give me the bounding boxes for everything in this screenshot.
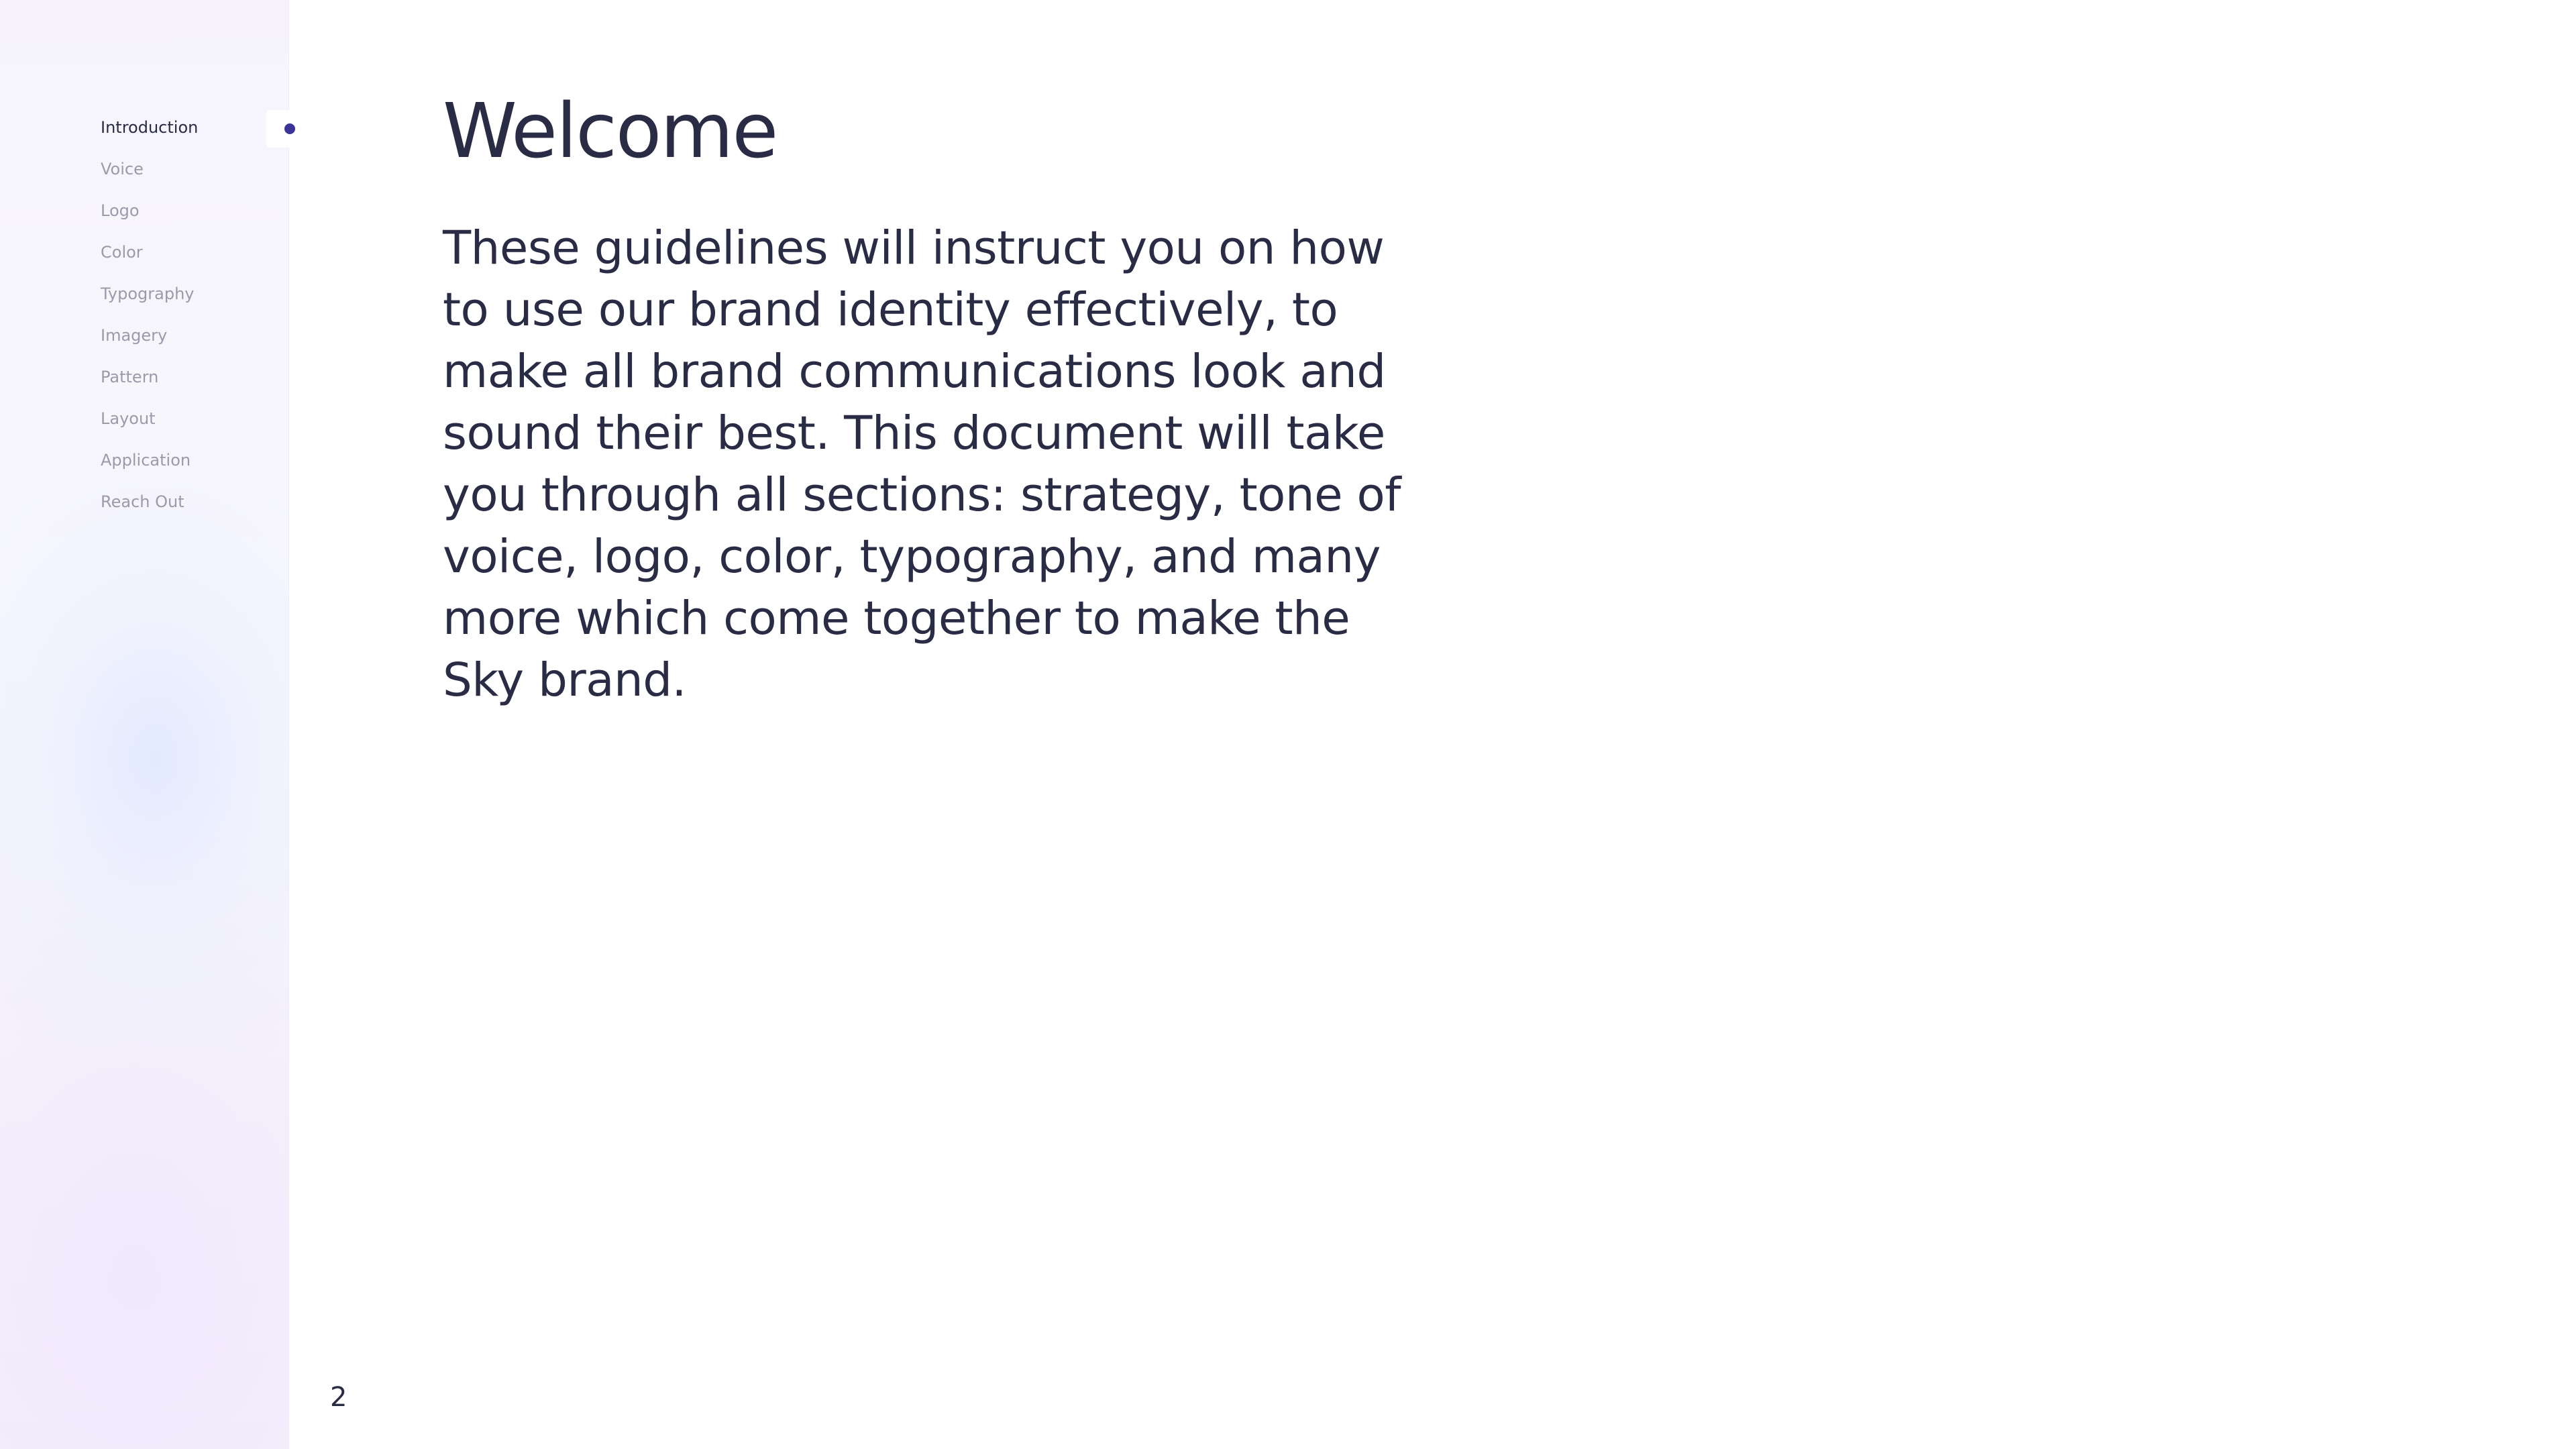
sidebar — [0, 0, 289, 1449]
nav-item-imagery[interactable]: Imagery — [101, 326, 168, 345]
section-nav — [101, 114, 198, 530]
page-title: Welcome — [443, 88, 777, 175]
nav-item-reach-out[interactable]: Reach Out — [101, 492, 184, 511]
active-dot-icon — [284, 123, 295, 134]
nav-item-voice[interactable]: Voice — [101, 160, 144, 178]
nav-item-pattern[interactable]: Pattern — [101, 368, 159, 386]
intro-paragraph: These guidelines will instruct you on how to use our brand identity effectively, to make all brand communications look and sound their best. This document will take you through all sections: strategy, tone of voice, logo, color, typography, and many more which come together to make the Sky brand. — [443, 221, 1401, 707]
nav-item-color[interactable]: Color — [101, 243, 143, 262]
nav-item-introduction[interactable]: Introduction — [101, 118, 199, 137]
nav-item-layout[interactable]: Layout — [101, 409, 156, 428]
nav-item-application[interactable]: Application — [101, 451, 191, 470]
nav-item-logo[interactable]: Logo — [101, 201, 140, 220]
nav-item-typography[interactable]: Typography — [101, 284, 195, 303]
page-number: 2 — [330, 1382, 347, 1413]
